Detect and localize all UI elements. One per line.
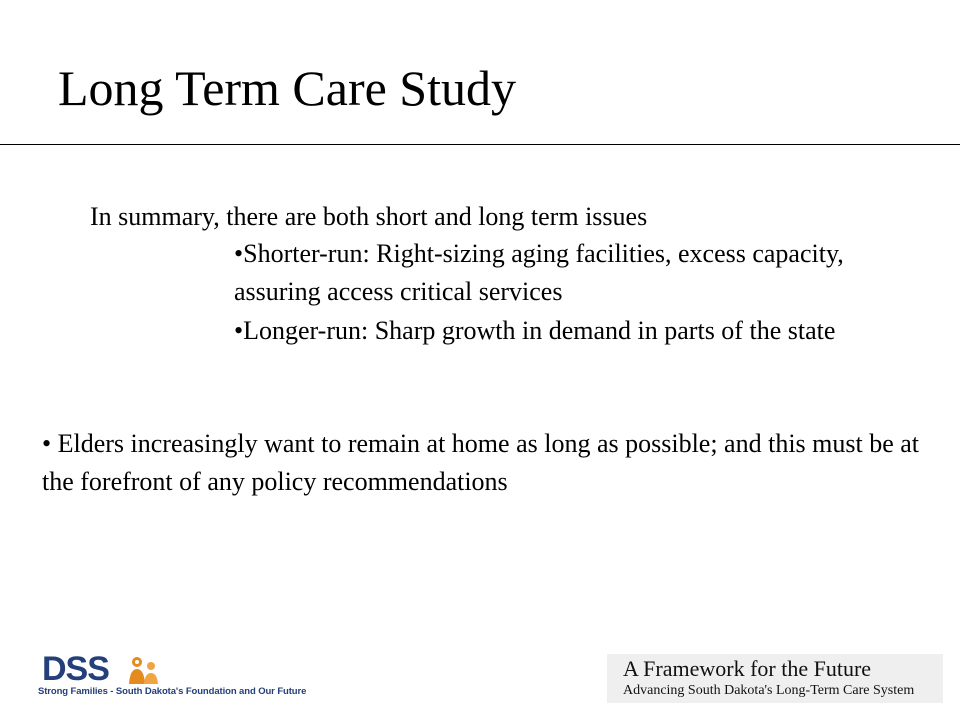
title-divider bbox=[0, 144, 960, 145]
slide-title: Long Term Care Study bbox=[58, 60, 517, 116]
dss-logo bbox=[38, 650, 307, 700]
summary-text: In summary, there are both short and long term issues bbox=[90, 202, 648, 231]
bullet-longer-run: •Longer-run: Sharp growth in demand in parts of the state bbox=[234, 316, 836, 345]
dss-wordmark: DSS bbox=[42, 650, 109, 688]
family-figures-icon bbox=[124, 654, 164, 686]
framework-subtitle: Advancing South Dakota's Long-Term Care System bbox=[623, 683, 915, 698]
dss-tagline: Strong Families - South Dakota's Foundation and Our Future bbox=[38, 686, 307, 697]
framework-title: A Framework for the Future bbox=[623, 656, 872, 681]
bullet-shorter-run: •Shorter-run: Right-sizing aging facilities, excess capacity, assuring access critical services bbox=[234, 239, 844, 306]
elders-bullet: • Elders increasingly want to remain at home as long as possible; and this must be at the forefront of any policy recommendations bbox=[42, 429, 920, 496]
framework-banner bbox=[607, 654, 943, 703]
